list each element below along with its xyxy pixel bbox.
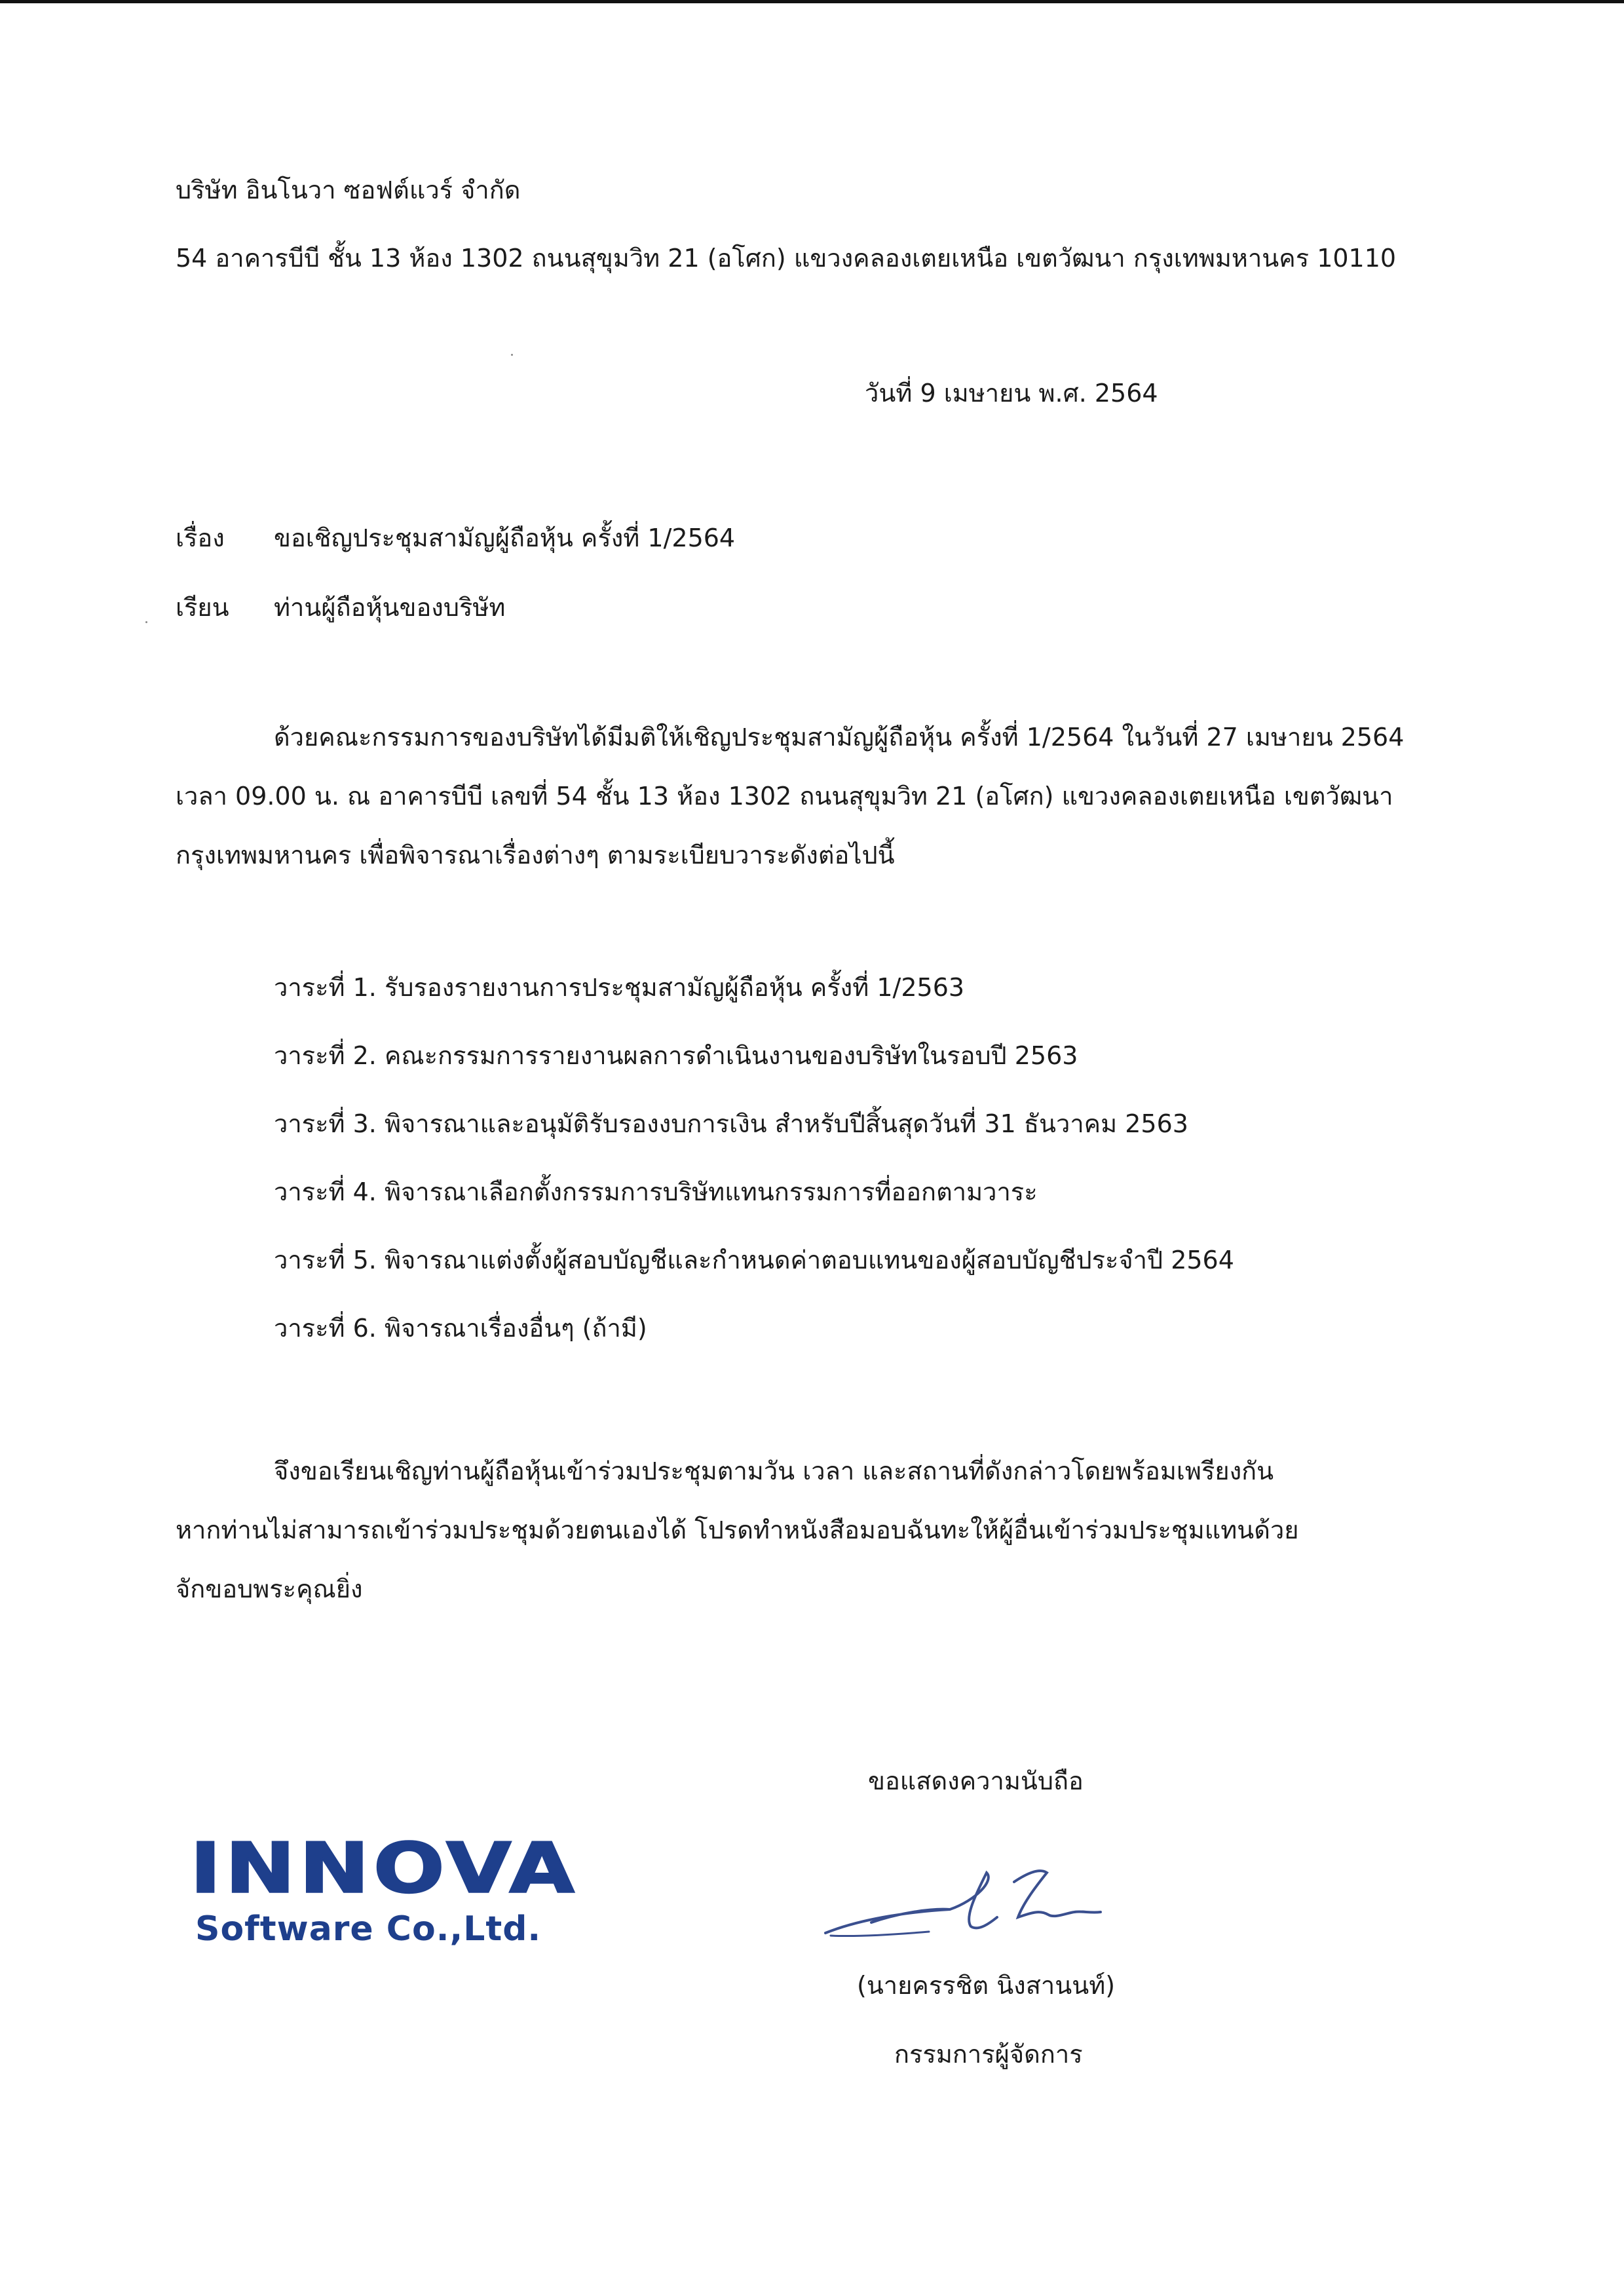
- intro-line: ด้วยคณะกรรมการของบริษัทได้มีมติให้เชิญประชุมสามัญผู้ถือหุ้น ครั้งที่ 1/2564 ในวันที่ 27 เมษายน 2564: [274, 723, 1405, 752]
- closing-regards: ขอแสดงความนับถือ: [868, 1767, 1084, 1795]
- intro-line: เวลา 09.00 น. ณ อาคารบีบี เลขที่ 54 ชั้น 13 ห้อง 1302 ถนนสุขุมวิท 21 (อโศก) แขวงคลองเตยเหนือ เขตวัฒนา: [176, 782, 1393, 811]
- company-address: 54 อาคารบีบี ชั้น 13 ห้อง 1302 ถนนสุขุมวิท 21 (อโศก) แขวงคลองเตยเหนือ เขตวัฒนา กรุงเทพมหานคร 10110: [176, 244, 1397, 273]
- agenda-item: วาระที่ 3. พิจารณาและอนุมัติรับรองงบการเงิน สำหรับปีสิ้นสุดวันที่ 31 ธันวาคม 2563: [274, 1109, 1188, 1138]
- scan-speck: [511, 354, 513, 356]
- subject-text: ขอเชิญประชุมสามัญผู้ถือหุ้น ครั้งที่ 1/2564: [274, 524, 736, 552]
- letter-date: วันที่ 9 เมษายน พ.ศ. 2564: [865, 379, 1158, 408]
- logo-wordmark: INNOVA: [190, 1828, 578, 1909]
- agenda-item: วาระที่ 4. พิจารณาเลือกตั้งกรรมการบริษัทแทนกรรมการที่ออกตามวาระ: [274, 1177, 1038, 1206]
- closing-paragraph: [176, 1442, 1433, 1618]
- scan-speck: [145, 621, 147, 623]
- agenda-item: วาระที่ 6. พิจารณาเรื่องอื่นๆ (ถ้ามี): [274, 1314, 647, 1343]
- scan-top-edge: [0, 0, 1624, 3]
- company-name: บริษัท อินโนวา ซอฟต์แวร์ จำกัด: [176, 176, 521, 204]
- signer-title: กรรมการผู้จัดการ: [894, 2040, 1083, 2069]
- recipient-text: ท่านผู้ถือหุ้นของบริษัท: [274, 593, 506, 622]
- signature-image: [819, 1854, 1146, 1959]
- agenda-item: วาระที่ 1. รับรองรายงานการประชุมสามัญผู้ถือหุ้น ครั้งที่ 1/2563: [274, 973, 965, 1002]
- closing-line: จักขอบพระคุณยิ่ง: [176, 1575, 363, 1603]
- closing-line: หากท่านไม่สามารถเข้าร่วมประชุมด้วยตนเองได้ โปรดทำหนังสือมอบฉันทะให้ผู้อื่นเข้าร่วมประชุมแทนด้วย: [176, 1516, 1299, 1544]
- signer-name: (นายครรชิต นิงสานนท์): [857, 1971, 1116, 2000]
- recipient-label: เรียน: [176, 593, 229, 622]
- closing-line: จึงขอเรียนเชิญท่านผู้ถือหุ้นเข้าร่วมประชุมตามวัน เวลา และสถานที่ดังกล่าวโดยพร้อมเพรียงกัน: [274, 1457, 1274, 1485]
- subject-label: เรื่อง: [176, 524, 225, 552]
- agenda-item: วาระที่ 2. คณะกรรมการรายงานผลการดำเนินงานของบริษัทในรอบปี 2563: [274, 1041, 1078, 1070]
- logo-subtitle: Software Co.,Ltd.: [195, 1909, 542, 1949]
- intro-line: กรุงเทพมหานคร เพื่อพิจารณาเรื่องต่างๆ ตามระเบียบวาระดังต่อไปนี้: [176, 841, 895, 870]
- company-logo: [190, 1828, 596, 1959]
- agenda-list: [274, 965, 1234, 1373]
- agenda-item: วาระที่ 5. พิจารณาแต่งตั้งผู้สอบบัญชีและกำหนดค่าตอบแทนของผู้สอบบัญชีประจำปี 2564: [274, 1246, 1234, 1274]
- intro-paragraph: [176, 708, 1433, 885]
